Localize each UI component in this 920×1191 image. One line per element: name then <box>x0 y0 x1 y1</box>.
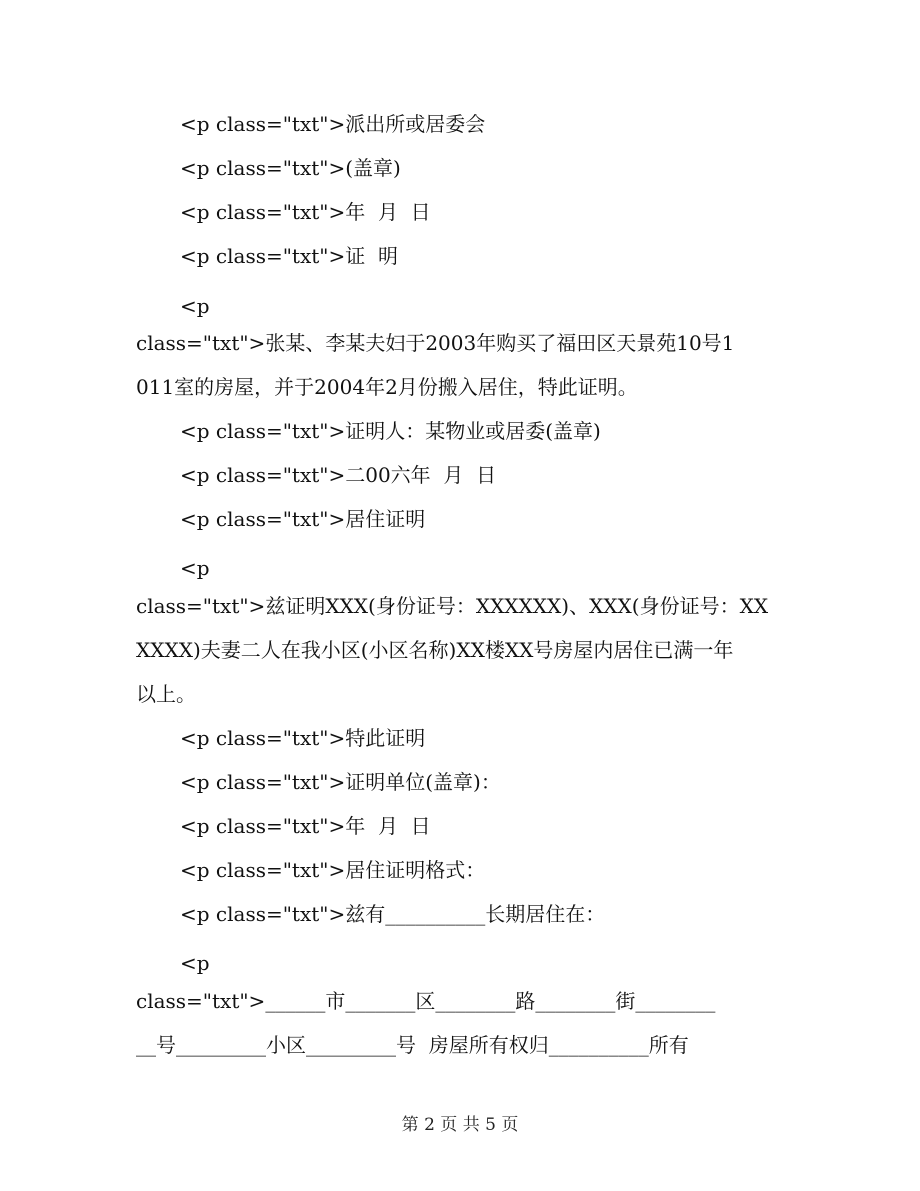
text-line: <p class="txt">(盖章) <box>180 156 401 180</box>
text-line: 011室的房屋，并于2004年2月份搬入居住，特此证明。 <box>136 375 638 399</box>
text-line: class="txt">______市_______区________路________街________ <box>136 989 716 1013</box>
text-line: <p class="txt">居住证明 <box>180 507 426 531</box>
text-line: class="txt">张某、李某夫妇于2003年购买了福田区天景苑10号1 <box>136 331 735 355</box>
text-line: <p class="txt">居住证明格式： <box>180 858 486 882</box>
text-line: <p class="txt">证明人：某物业或居委(盖章) <box>180 419 601 443</box>
text-line: <p class="txt">年 月 日 <box>180 200 431 224</box>
text-line: <p class="txt">特此证明 <box>180 726 426 750</box>
text-line: <p class="txt">兹有__________长期居住在： <box>180 902 606 926</box>
text-line: <p class="txt">证明单位(盖章)： <box>180 770 501 794</box>
page-number: 第 2 页 共 5 页 <box>401 1115 519 1135</box>
text-line: class="txt">兹证明XXX(身份证号：XXXXXX)、XXX(身份证号：XX <box>136 594 769 618</box>
text-line: __号_________小区_________号 房屋所有权归__________所有 <box>136 1033 689 1057</box>
text-line: <p <box>180 556 210 580</box>
text-line: <p class="txt">年 月 日 <box>180 814 431 838</box>
text-line: 以上。 <box>136 682 196 706</box>
text-line: <p <box>180 294 210 318</box>
text-line: <p class="txt">派出所或居委会 <box>180 112 486 136</box>
text-line: <p <box>180 951 210 975</box>
text-line: <p class="txt">二00六年 月 日 <box>180 463 497 487</box>
text-line: XXXX)夫妻二人在我小区(小区名称)XX楼XX号房屋内居住已满一年 <box>136 638 734 662</box>
text-line: <p class="txt">证 明 <box>180 244 398 268</box>
